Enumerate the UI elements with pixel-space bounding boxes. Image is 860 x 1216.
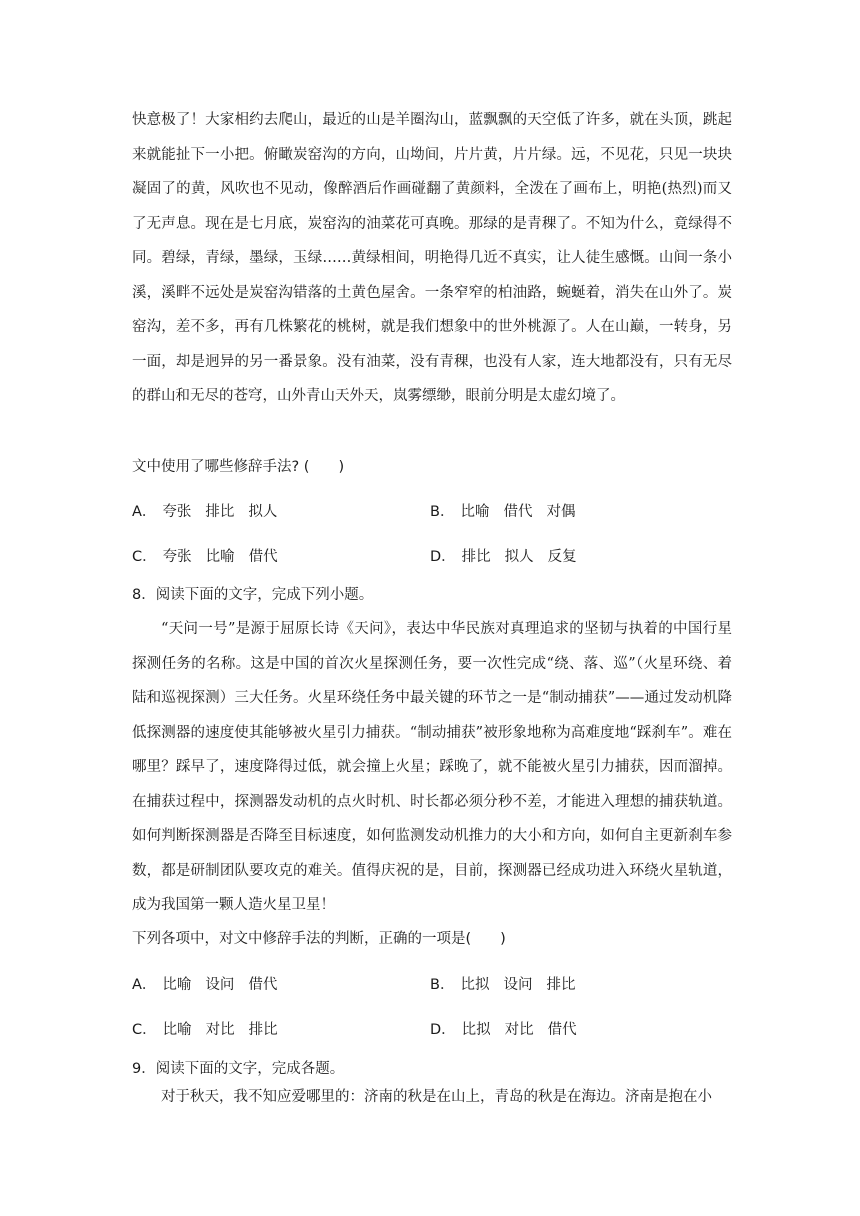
question-8-option-a[interactable] [132, 973, 277, 994]
passage-7-text: 快意极了！大家相约去爬山，最近的山是羊圈沟山，蓝飘飘的天空低了许多，就在头顶，跳起来就能扯下一小把。俯瞰炭窑沟的方向，山坳间，片片黄，片片绿。远，不见花，只见一块块凝固了的黄，风吹也不见动，像醉酒后作画碰翻了黄颜料，全泼在了画布上，明艳(热烈)而又了无声息。现在是七月底，炭窑沟的油菜花可真晚。那绿的是青稞了。不知为什么，竟绿得不同。碧绿，青绿，墨绿，玉绿……黄绿相间，明艳得几近不真实，让人徒生感慨。山间一条小溪，溪畔不远处是炭窑沟错落的土黄色屋舍。一条窄窄的柏油路，蜿蜒着，消失在山外了。炭窑沟，差不多，再有几株繁花的桃树，就是我们想象中的世外桃源了。人在山巅，一转身，另一面，却是迥异的另一番景象。没有油菜，没有青稞，也没有人家，连大地都没有，只有无尽的群山和无尽的苍穹，山外青山天外天，岚雾缥缈，眼前分明是太虚幻境了。 [132, 112, 732, 404]
option-word: 比喻 [162, 977, 192, 993]
option-word: 比喻 [460, 504, 490, 520]
passage-9-text: 对于秋天，我不知应爱哪里的：济南的秋是在山上，青岛的秋是在海边。济南是抱在小 [161, 1089, 712, 1105]
option-letter: D． [430, 1022, 456, 1038]
option-word: 借代 [248, 977, 278, 993]
option-word: 拟人 [248, 504, 278, 520]
question-7-option-d[interactable] [430, 545, 577, 566]
option-word: 排比 [546, 977, 576, 993]
option-word: 拟人 [504, 549, 534, 565]
option-word: 设问 [205, 977, 235, 993]
option-letter: A． [132, 504, 157, 520]
question-7-prompt: 文中使用了哪些修辞手法? ( ) [132, 459, 345, 475]
option-word: 比拟 [460, 977, 490, 993]
option-word: 借代 [248, 549, 278, 565]
option-letter: A． [132, 977, 157, 993]
option-word: 夸张 [162, 504, 192, 520]
option-word: 对比 [205, 1022, 235, 1038]
option-word: 排比 [461, 549, 491, 565]
option-word: 比喻 [162, 1022, 192, 1038]
option-word: 比拟 [461, 1022, 491, 1038]
option-letter: B． [430, 504, 455, 520]
option-word: 对偶 [546, 504, 576, 520]
option-word: 反复 [547, 549, 577, 565]
question-8-option-c[interactable] [132, 1018, 278, 1039]
option-letter: B． [430, 977, 455, 993]
option-word: 借代 [503, 504, 533, 520]
question-8-option-b[interactable] [430, 973, 575, 994]
question-9-heading: 9．阅读下面的文字，完成各题。 [132, 1061, 345, 1077]
question-8-heading: 8．阅读下面的文字，完成下列小题。 [132, 587, 374, 603]
question-8-option-d[interactable] [430, 1018, 577, 1039]
option-word: 排比 [205, 504, 235, 520]
passage-8-text: “天问一号”是源于屈原长诗《天问》，表达中华民族对真理追求的坚韧与执着的中国行星探测任务的名称。这是中国的首次火星探测任务，要一次性完成“绕、落、巡”（火星环绕、着陆和巡视探测）三大任务。火星环绕任务中最关键的环节之一是“制动捕获”——通过发动机降低探测器的速度使其能够被火星引力捕获。“制动捕获”被形象地称为高难度地“踩刹车”。难在哪里？踩早了，速度降得过低，就会撞上火星；踩晚了，就不能被火星引力捕获，因而溜掉。在捕获过程中，探测器发动机的点火时机、时长都必须分秒不差，才能进入理想的捕获轨道。如何判断探测器是否降至目标速度，如何监测发动机推力的大小和方向，如何自主更新刹车参数，都是研制团队要攻克的难关。值得庆祝的是，目前，探测器已经成功进入环绕火星轨道，成为我国第一颗人造火星卫星！ [132, 621, 732, 913]
option-word: 对比 [504, 1022, 534, 1038]
option-letter: C． [132, 1022, 157, 1038]
option-word: 设问 [503, 977, 533, 993]
option-word: 排比 [248, 1022, 278, 1038]
option-word: 比喻 [205, 549, 235, 565]
option-word: 夸张 [162, 549, 192, 565]
option-letter: C． [132, 549, 157, 565]
question-8-prompt: 下列各项中，对文中修辞手法的判断，正确的一项是( ) [132, 931, 506, 947]
option-word: 借代 [547, 1022, 577, 1038]
question-7-option-c[interactable] [132, 545, 278, 566]
option-letter: D． [430, 549, 456, 565]
question-7-option-a[interactable] [132, 500, 277, 521]
question-7-option-b[interactable] [430, 500, 575, 521]
